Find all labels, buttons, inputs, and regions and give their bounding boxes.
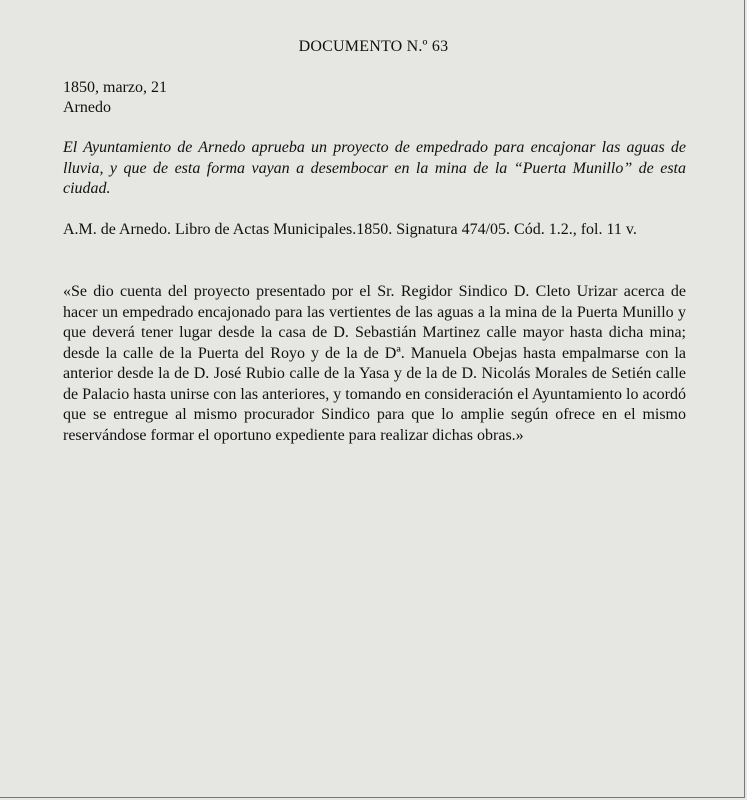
document-source: A.M. de Arnedo. Libro de Actas Municipales.1850. Signatura 474/05. Cód. 1.2., fol. 11 v. [63,221,637,238]
document-title: DOCUMENTO N.º 63 [298,38,449,55]
document-place: Arnedo [63,99,111,116]
document-summary: El Ayuntamiento de Arnedo aprueba un proyecto de empedrado para encajonar las aguas de lluvia, y que de esta forma vayan a desembocar en la mina de la “Puerta Munillo” de esta ciudad. [63,139,686,197]
document-transcription: «Se dio cuenta del proyecto presentado por el Sr. Regidor Sindico D. Cleto Urizar acerca de hacer un empedrado encajonado para las vertientes de las aguas a la mina de la Puerta Munillo y que deverá tener lugar desde la casa de D. Sebastián Martinez calle mayor hasta dicha mina; desde la calle de la Puerta del Royo y de la de Dª. Manuela Obejas hasta empalmarse con la anterior desde la de D. José Rubio calle de la Yasa y de la de D. Nicolás Morales de Setién calle de Palacio hasta unirse con las anteriores, y tomando en consideración el Ayuntamiento lo acordó que se entregue al mismo procurador Sindico para que lo amplie según ofrece en el mismo reservándose formar el oportuno expediente para realizar dichas obras.» [63,283,686,444]
document-date: 1850, marzo, 21 [63,79,167,96]
document-meta [63,78,167,118]
